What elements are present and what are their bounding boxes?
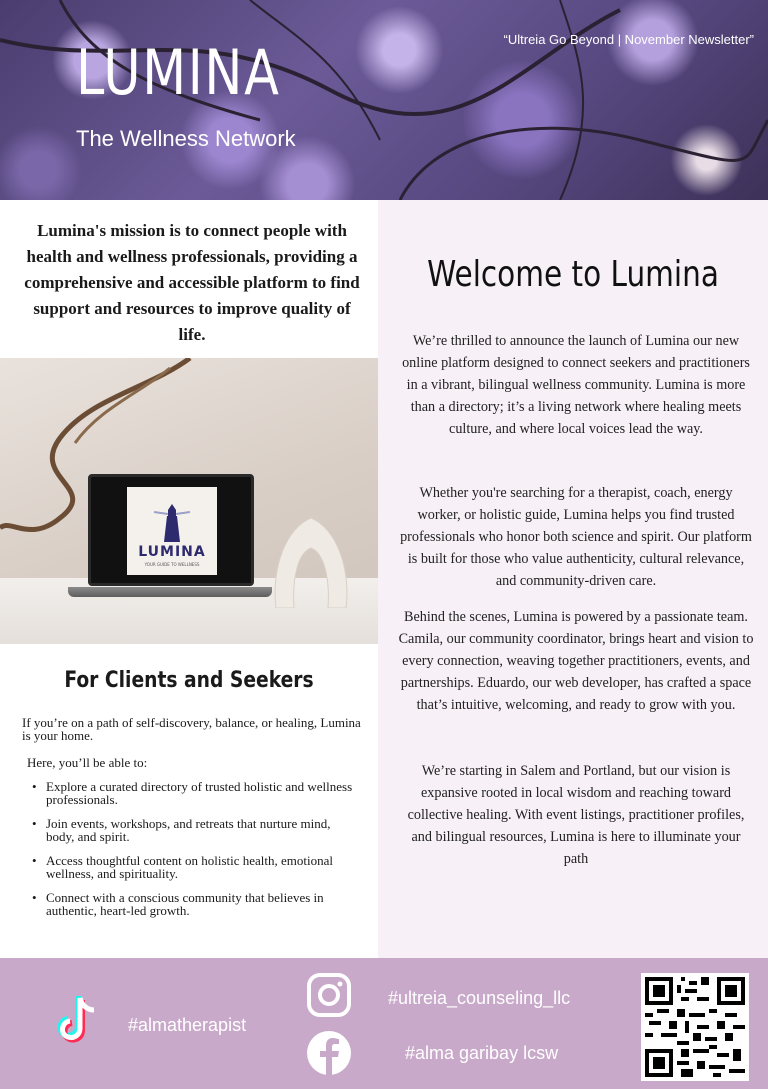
- lighthouse-icon: [152, 502, 192, 544]
- laptop-photo: [0, 358, 378, 644]
- laptop-base: [68, 587, 272, 597]
- qr-code-icon: [645, 977, 745, 1077]
- welcome-paragraph-2: Whether you're searching for a therapist, coach, energy worker, or holistic guide, Lumina helps you find trusted professionals who honor both science and spirit. Our platform is built for those who value authenticity, cultural relevance, and community-driven care.: [400, 485, 752, 589]
- clients-lead: Here, you’ll be able to:: [27, 755, 148, 770]
- vase-icon: [266, 508, 356, 608]
- list-item: • Join events, workshops, and retreats that nurture mind, body, and spirit.: [30, 817, 360, 843]
- qr-code[interactable]: [641, 973, 749, 1081]
- list-item: • Explore a curated directory of trusted holistic and wellness professionals.: [30, 780, 360, 806]
- clients-section-title: For Clients and Seekers: [64, 668, 314, 693]
- facebook-icon[interactable]: [306, 1030, 352, 1076]
- welcome-title: Welcome to Lumina: [427, 254, 719, 295]
- lumina-logo: [127, 487, 217, 575]
- brand-tagline: The Wellness Network: [76, 126, 296, 151]
- newsletter-label: “Ultreia Go Beyond | November Newsletter”: [503, 32, 754, 47]
- clients-benefits-list: [30, 780, 360, 928]
- list-item: • Connect with a conscious community that believes in authentic, heart-led growth.: [30, 891, 360, 917]
- list-item: • Access thoughtful content on holistic health, emotional wellness, and spirituality.: [30, 854, 360, 880]
- logo-word: LUMINA: [138, 544, 206, 560]
- tiktok-icon[interactable]: [52, 994, 102, 1046]
- header-banner: [0, 0, 768, 200]
- tiktok-handle[interactable]: #almatherapist: [128, 1015, 247, 1035]
- welcome-paragraph-1: We’re thrilled to announce the launch of Lumina our new online platform designed to connect seekers and practitioners in a vibrant, bilingual wellness community. Lumina is more than a directory; it’s a living network where healing meets culture, and where local voices lead the way.: [402, 333, 750, 437]
- welcome-paragraph-3: Behind the scenes, Lumina is powered by a passionate team. Camila, our community coordinator, brings heart and vision to every connection, weaving together practitioners, events, and partnerships. Eduardo, our web developer, has crafted a space that’s intuitive, welcoming, and ready to grow with you.: [398, 609, 754, 713]
- mission-statement: Lumina's mission is to connect people with health and wellness professionals, providing a comprehensive and accessible platform to find support and resources to improve quality of life.: [24, 221, 360, 344]
- brand-title: LUMINA: [76, 36, 281, 109]
- laptop-screen: [88, 474, 254, 586]
- instagram-icon[interactable]: [306, 972, 352, 1018]
- welcome-paragraph-4: We’re starting in Salem and Portland, but our vision is expansive rooted in local wisdom and reaching toward collective healing. With event listings, practitioner profiles, and bilingual resources, Lumina is here to illuminate your path: [407, 763, 745, 867]
- instagram-handle[interactable]: #ultreia_counseling_llc: [388, 988, 571, 1008]
- logo-tagline: YOUR GUIDE TO WELLNESS: [144, 562, 200, 567]
- facebook-handle[interactable]: #alma garibay lcsw: [405, 1043, 559, 1063]
- clients-intro: If you’re on a path of self-discovery, balance, or healing, Lumina is your home.: [22, 715, 361, 743]
